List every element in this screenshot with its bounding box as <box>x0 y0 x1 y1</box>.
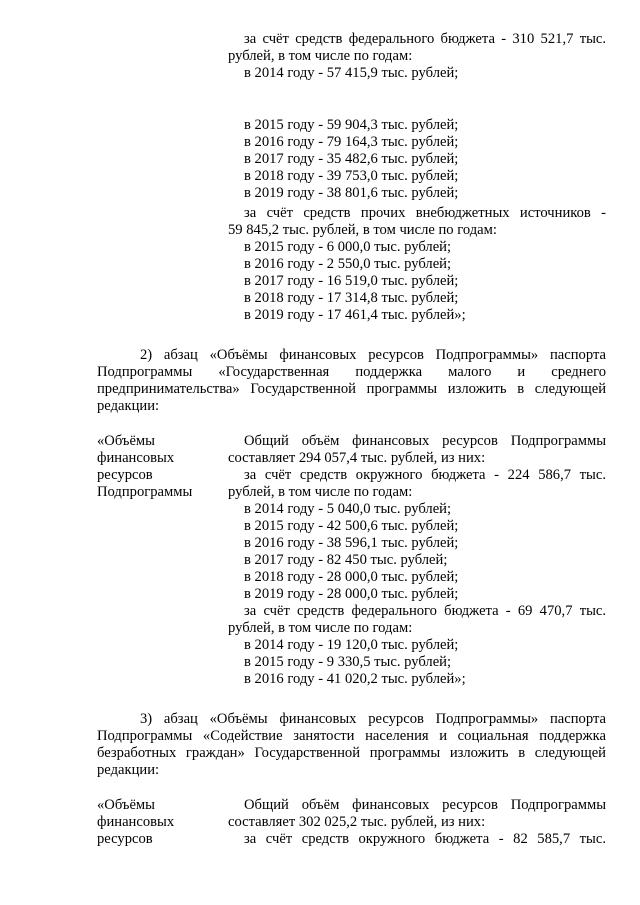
other-year-line: в 2016 году - 2 550,0 тыс. рублей; <box>244 256 452 272</box>
table2-okr-year: в 2018 году - 28 000,0 тыс. рублей; <box>244 569 459 585</box>
fed-year-line: в 2016 году - 79 164,3 тыс. рублей; <box>244 134 459 150</box>
table3-total-cont: составляет 302 025,2 тыс. рублей, из них: <box>228 814 486 830</box>
other-year-line: в 2019 году - 17 461,4 тыс. рублей»; <box>244 307 466 323</box>
table2-okr-year: в 2014 году - 5 040,0 тыс. рублей; <box>244 501 452 517</box>
para3-line: безработных граждан» Государственной программы изложить в следующей <box>97 745 606 761</box>
table2-fed-intro-cont: рублей, в том числе по годам: <box>228 620 413 636</box>
table3-label: ресурсов <box>97 831 153 847</box>
fed-year-line: в 2019 году - 38 801,6 тыс. рублей; <box>244 185 459 201</box>
fed-year-line: в 2018 году - 39 753,0 тыс. рублей; <box>244 168 459 184</box>
other-year-line: в 2017 году - 16 519,0 тыс. рублей; <box>244 273 459 289</box>
para3-last-line: редакции: <box>97 762 160 778</box>
table2-okr-year: в 2017 году - 82 450 тыс. рублей; <box>244 552 448 568</box>
para2-line: предпринимательства» Государственной программы изложить в следующей <box>97 381 606 397</box>
para3-line: Подпрограммы «Содействие занятости населения и социальная поддержка <box>97 728 606 744</box>
para2-last-line: редакции: <box>97 398 160 414</box>
other-year-line: в 2018 году - 17 314,8 тыс. рублей; <box>244 290 459 306</box>
fed-budget-intro: за счёт средств федерального бюджета - 310 521,7 тыс. <box>244 31 606 47</box>
table2-fed-intro: за счёт средств федерального бюджета - 69 470,7 тыс. <box>244 603 606 619</box>
table2-label: Подпрограммы <box>97 484 193 500</box>
fed-budget-intro-cont: рублей, в том числе по годам: <box>228 48 413 64</box>
table2-okr-year: в 2016 году - 38 596,1 тыс. рублей; <box>244 535 459 551</box>
table2-total-cont: составляет 294 057,4 тыс. рублей, из них: <box>228 450 486 466</box>
para2-line: Подпрограммы «Государственная поддержка малого и среднего <box>97 364 606 380</box>
table2-okr-year: в 2015 году - 42 500,6 тыс. рублей; <box>244 518 459 534</box>
table2-okr-intro: за счёт средств окружного бюджета - 224 586,7 тыс. <box>244 467 606 483</box>
table2-fed-year: в 2015 году - 9 330,5 тыс. рублей; <box>244 654 452 670</box>
table2-okr-year: в 2019 году - 28 000,0 тыс. рублей; <box>244 586 459 602</box>
table2-label: ресурсов <box>97 467 153 483</box>
table3-label: «Объёмы <box>97 797 155 813</box>
para2-line: 2) абзац «Объёмы финансовых ресурсов Подпрограммы» паспорта <box>140 347 606 363</box>
table3-okr-intro: за счёт средств окружного бюджета - 82 585,7 тыс. <box>244 831 606 847</box>
table2-label: финансовых <box>97 450 175 466</box>
other-sources-intro-cont: 59 845,2 тыс. рублей, в том числе по годам: <box>228 222 497 238</box>
table3-total: Общий объём финансовых ресурсов Подпрограммы <box>244 797 606 813</box>
table2-label: «Объёмы <box>97 433 155 449</box>
para3-line: 3) абзац «Объёмы финансовых ресурсов Подпрограммы» паспорта <box>140 711 606 727</box>
table2-fed-year: в 2014 году - 19 120,0 тыс. рублей; <box>244 637 459 653</box>
table2-fed-year: в 2016 году - 41 020,2 тыс. рублей»; <box>244 671 466 687</box>
table3-label: финансовых <box>97 814 175 830</box>
fed-year-line: в 2014 году - 57 415,9 тыс. рублей; <box>244 65 459 81</box>
table2-okr-intro-cont: рублей, в том числе по годам: <box>228 484 413 500</box>
fed-year-line: в 2017 году - 35 482,6 тыс. рублей; <box>244 151 459 167</box>
other-sources-intro: за счёт средств прочих внебюджетных источников - <box>244 205 606 221</box>
fed-year-line: в 2015 году - 59 904,3 тыс. рублей; <box>244 117 459 133</box>
other-year-line: в 2015 году - 6 000,0 тыс. рублей; <box>244 239 452 255</box>
table2-total: Общий объём финансовых ресурсов Подпрограммы <box>244 433 606 449</box>
